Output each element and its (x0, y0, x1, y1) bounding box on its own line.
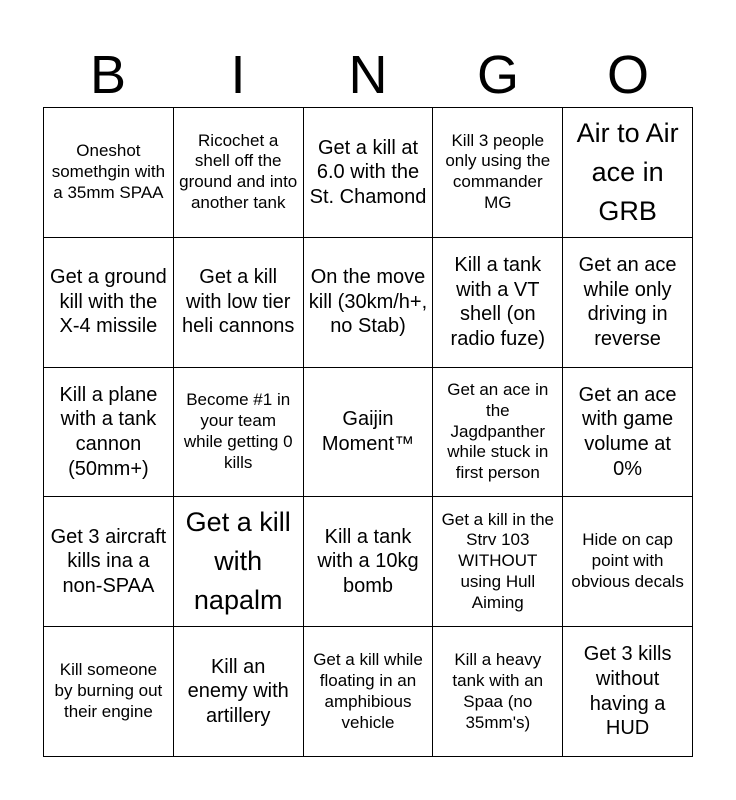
bingo-cell-2-4[interactable] (433, 238, 563, 368)
bingo-cell-text: Get a kill at 6.0 with the St. Chamond (309, 136, 427, 208)
bingo-cell-text: Kill 3 people only using the commander MG (445, 130, 551, 213)
bingo-cell-text: Get an ace while only driving in reverse (578, 254, 677, 350)
bingo-cell-text: Get 3 kills without having a HUD (583, 643, 672, 740)
bingo-cell-4-2[interactable] (174, 497, 304, 627)
bingo-cell-text: Kill a tank with a 10kg bomb (317, 525, 419, 598)
bingo-cell-1-5[interactable] (563, 108, 693, 238)
bingo-cell-text: Get a kill with napalm (185, 507, 291, 616)
bingo-cell-text: Kill a tank with a VT shell (on radio fuze) (450, 254, 546, 350)
bingo-cell-text: Gaijin Moment™ (321, 408, 415, 455)
bingo-cell-1-4[interactable] (433, 108, 563, 238)
bingo-cell-text: Ricochet a shell off the ground and into another tank (179, 130, 298, 213)
bingo-board (43, 107, 693, 757)
bingo-cell-5-4[interactable] (433, 627, 563, 757)
bingo-cell-text: Get a kill in the Strv 103 WITHOUT using Hull Aiming (441, 509, 555, 613)
bingo-cell-text: On the move kill (30km/h+, no Stab) (308, 266, 428, 338)
bingo-cell-5-2[interactable] (174, 627, 304, 757)
bingo-cell-1-1[interactable] (44, 108, 174, 238)
bingo-cell-5-1[interactable] (44, 627, 174, 757)
bingo-cell-2-5[interactable] (563, 238, 693, 368)
bingo-cell-3-2[interactable] (174, 368, 304, 498)
bingo-cell-text: Get a kill while floating in an amphibious vehicle (313, 649, 423, 732)
bingo-cell-2-2[interactable] (174, 238, 304, 368)
bingo-cell-text: Get 3 aircraft kills ina a non-SPAA (50, 525, 167, 598)
bingo-cell-text: Kill someone by burning out their engine (54, 660, 163, 722)
bingo-cell-text: Kill a heavy tank with an Spaa (no 35mm's) (452, 649, 544, 732)
header-letter-i: I (230, 45, 246, 105)
bingo-cell-text: Air to Air ace in GRB (576, 117, 679, 226)
bingo-cell-text: Become #1 in your team while getting 0 kills (183, 390, 293, 472)
bingo-cell-text: Get an ace in the Jagdpanther while stuck in first person (447, 379, 549, 483)
bingo-cell-text: Get a kill with low tier heli cannons (182, 266, 295, 338)
bingo-cell-5-3[interactable] (304, 627, 434, 757)
bingo-cell-text: Hide on cap point with obvious decals (571, 530, 684, 592)
bingo-cell-2-1[interactable] (44, 238, 174, 368)
bingo-cell-2-3[interactable] (304, 238, 434, 368)
bingo-cell-3-3[interactable] (304, 368, 434, 498)
header-letter-g: G (476, 45, 519, 105)
bingo-cell-text: Get a ground kill with the X-4 missile (50, 266, 167, 338)
bingo-cell-1-2[interactable] (174, 108, 304, 238)
bingo-header (43, 44, 693, 106)
bingo-cell-4-3[interactable] (304, 497, 434, 627)
bingo-cell-5-5[interactable] (563, 627, 693, 757)
header-letter-o: O (606, 45, 649, 105)
bingo-cell-text: Get an ace with game volume at 0% (578, 383, 677, 480)
header-letter-n: N (348, 45, 388, 105)
bingo-cell-3-5[interactable] (563, 368, 693, 498)
bingo-cell-text: Kill an enemy with artillery (187, 655, 289, 727)
bingo-cell-text: Oneshot somethgin with a 35mm SPAA (51, 141, 166, 202)
bingo-cell-4-5[interactable] (563, 497, 693, 627)
header-letter-b: B (89, 45, 127, 105)
bingo-cell-3-1[interactable] (44, 368, 174, 498)
bingo-cell-1-3[interactable] (304, 108, 434, 238)
bingo-cell-text: Kill a plane with a tank cannon (50mm+) (59, 383, 158, 480)
bingo-cell-3-4[interactable] (433, 368, 563, 498)
bingo-cell-4-1[interactable] (44, 497, 174, 627)
bingo-cell-4-4[interactable] (433, 497, 563, 627)
